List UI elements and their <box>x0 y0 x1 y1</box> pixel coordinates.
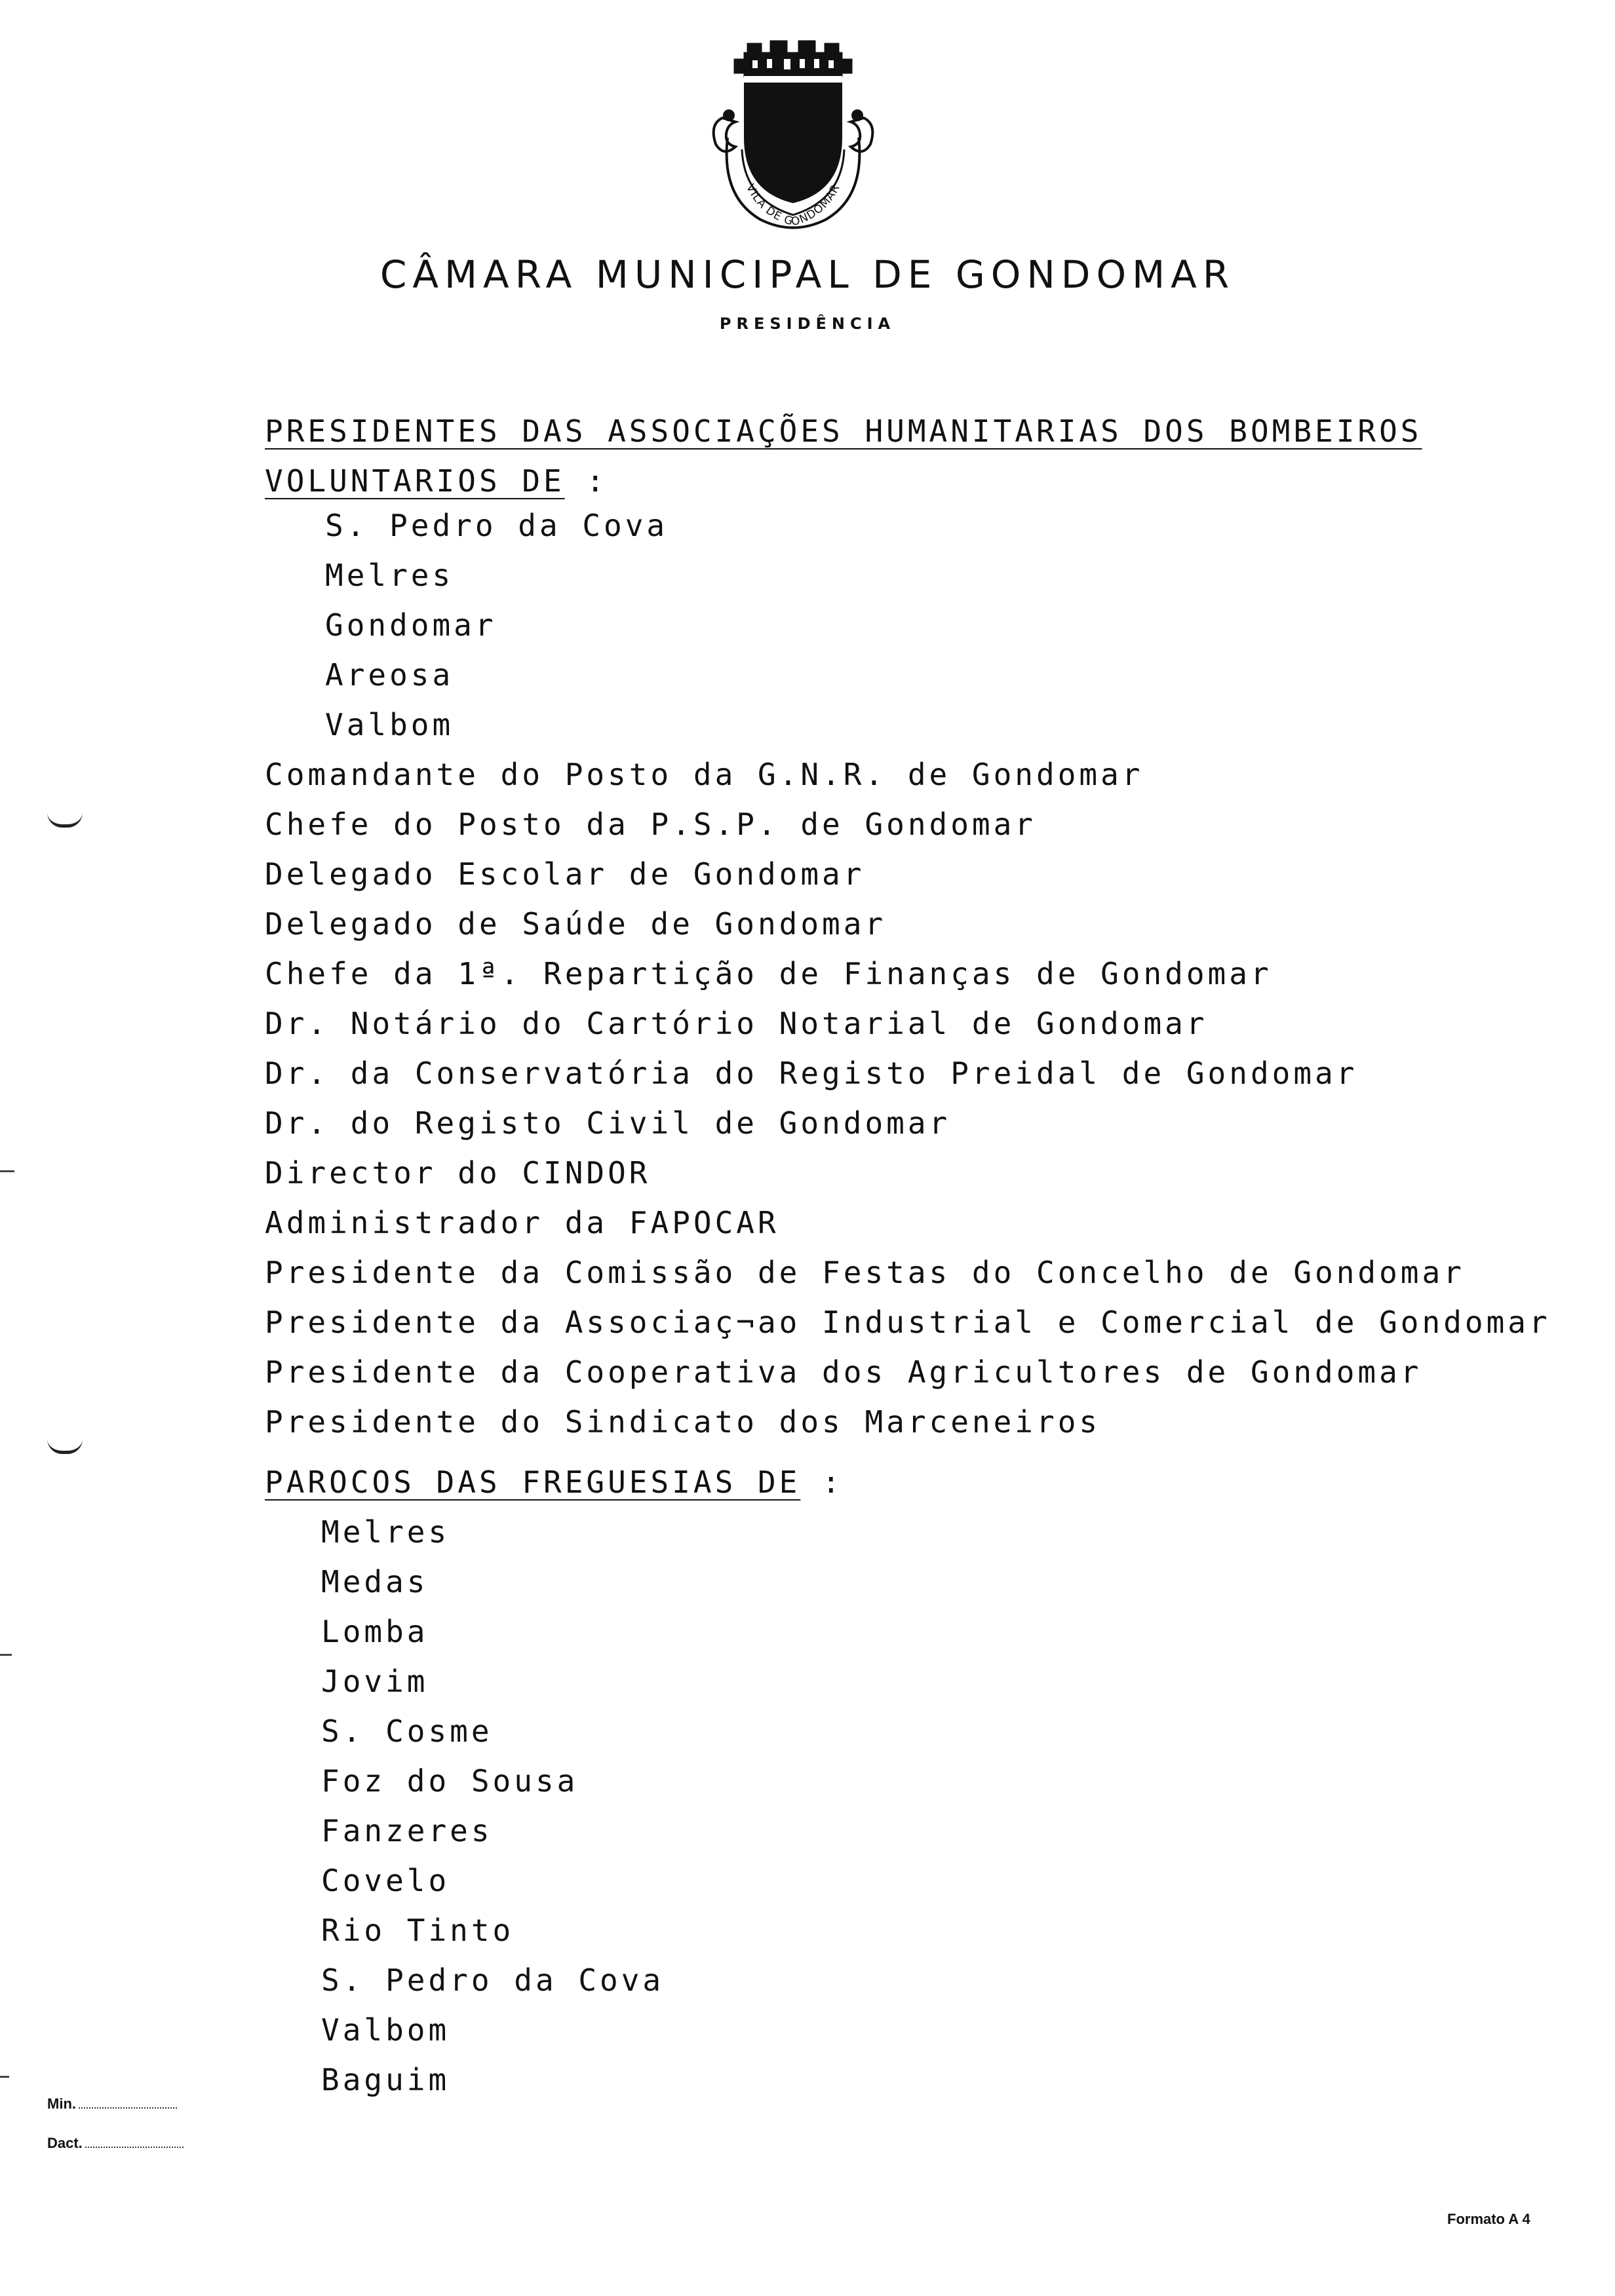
parish-item: S. Pedro da Cova <box>321 1962 665 1998</box>
officials-list <box>265 750 1551 1447</box>
parish-item: Medas <box>321 1564 429 1599</box>
margin-fold-mark <box>47 1439 83 1454</box>
official-recipient-item: Chefe do Posto da P.S.P. de Gondomar <box>265 807 1036 842</box>
margin-fold-mark <box>47 813 83 828</box>
parish-item: Fanzeres <box>321 1813 493 1848</box>
bombeiros-heading <box>265 406 1422 506</box>
official-recipient-item: Administrador da FAPOCAR <box>265 1205 779 1240</box>
official-recipient-item: Dr. da Conservatória do Registo Preidal de Gondomar <box>265 1056 1358 1091</box>
footer-dact-dots <box>85 2135 184 2148</box>
parocos-heading <box>265 1457 844 1507</box>
bombeiros-location-item: S. Pedro da Cova <box>325 508 669 543</box>
footer-min-label: Min. <box>47 2095 76 2112</box>
official-recipient-item: Comandante do Posto da G.N.R. de Gondomar <box>265 757 1144 792</box>
footer-dact-label: Dact. <box>47 2135 83 2151</box>
official-recipient-item: Chefe da 1ª. Repartição de Finanças de Gondomar <box>265 956 1272 991</box>
municipal-coat-of-arms <box>682 39 905 262</box>
footer-min-field <box>47 2095 177 2113</box>
organization-name: CÂMARA MUNICIPAL DE GONDOMAR <box>379 252 1236 297</box>
official-recipient-item: Delegado Escolar de Gondomar <box>265 856 865 892</box>
bombeiros-location-item: Melres <box>325 558 454 593</box>
footer-min-dots <box>79 2095 177 2109</box>
official-recipient-item: Presidente do Sindicato dos Marceneiros <box>265 1404 1101 1440</box>
bombeiros-location-list <box>325 501 668 750</box>
bombeiros-location-item: Gondomar <box>325 607 497 643</box>
margin-dash-mark <box>0 1170 14 1172</box>
bombeiros-heading-suffix: : <box>564 463 608 499</box>
official-recipient-item: Presidente da Cooperativa dos Agricultores de Gondomar <box>265 1354 1422 1390</box>
parish-item: Foz do Sousa <box>321 1763 579 1799</box>
bombeiros-location-item: Areosa <box>325 657 454 693</box>
bombeiros-heading-line1: PRESIDENTES DAS ASSOCIAÇÕES HUMANITARIAS DOS BOMBEIROS <box>265 413 1422 449</box>
parocos-heading-suffix: : <box>800 1464 844 1500</box>
official-recipient-item: Dr. do Registo Civil de Gondomar <box>265 1105 951 1141</box>
margin-dash-mark <box>0 2076 9 2078</box>
parish-item: Lomba <box>321 1614 429 1649</box>
parish-item: Baguim <box>321 2062 450 2097</box>
parish-item: Melres <box>321 1514 450 1550</box>
department-name: PRESIDÊNCIA <box>719 315 896 333</box>
official-recipient-item: Dr. Notário do Cartório Notarial de Gondomar <box>265 1006 1208 1041</box>
bombeiros-heading-line2: VOLUNTARIOS DE <box>265 463 565 499</box>
parish-item: Rio Tinto <box>321 1913 515 1948</box>
footer-format-label: Formato A 4 <box>1447 2211 1530 2227</box>
parish-item: Valbom <box>321 2012 450 2048</box>
parish-item: Covelo <box>321 1863 450 1898</box>
bombeiros-location-item: Valbom <box>325 707 454 742</box>
parish-item: S. Cosme <box>321 1713 493 1749</box>
parish-item: Jovim <box>321 1664 429 1699</box>
official-recipient-item: Presidente da Associaç¬ao Industrial e Comercial de Gondomar <box>265 1305 1551 1340</box>
crest-motto: VILA DE GONDOMAR <box>743 182 843 229</box>
footer-dact-field <box>47 2135 184 2152</box>
official-recipient-item: Director do CINDOR <box>265 1155 651 1191</box>
margin-dash-mark <box>0 1654 12 1656</box>
official-recipient-item: Presidente da Comissão de Festas do Concelho de Gondomar <box>265 1255 1465 1290</box>
official-recipient-item: Delegado de Saúde de Gondomar <box>265 906 887 942</box>
parocos-heading-text: PAROCOS DAS FREGUESIAS DE <box>265 1464 801 1500</box>
parish-list <box>321 1507 664 2105</box>
